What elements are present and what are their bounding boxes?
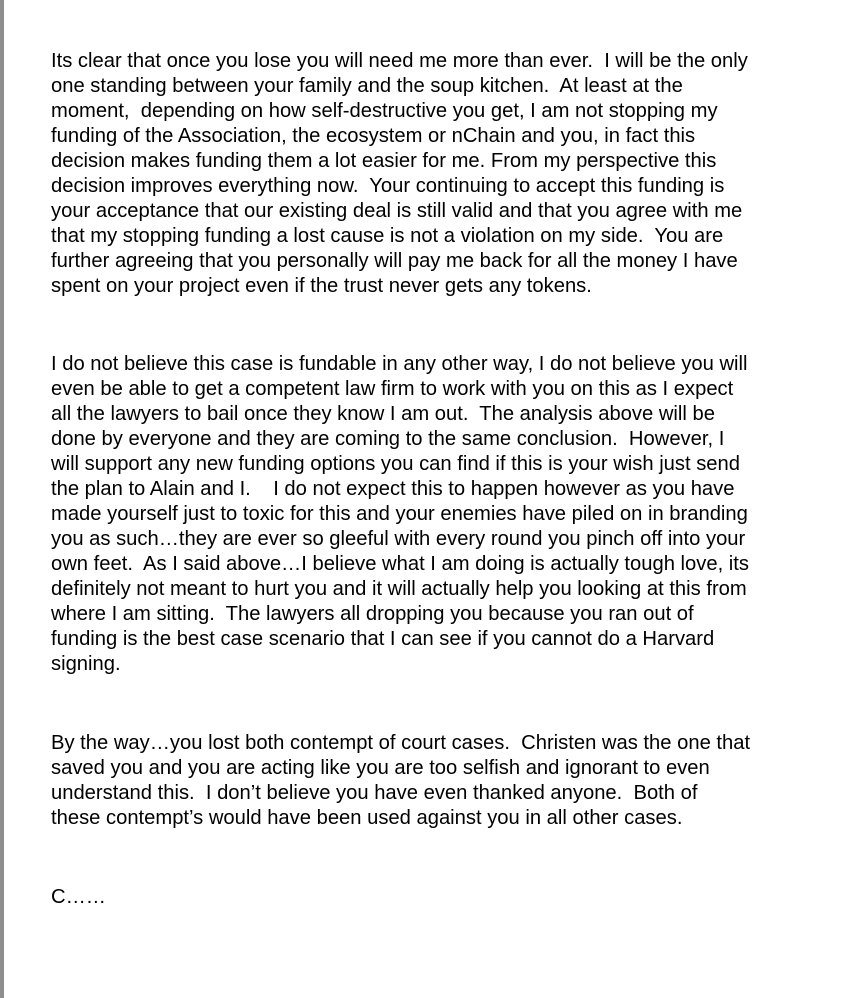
text-line: funding of the Association, the ecosystem or nChain and you, in fact this bbox=[51, 125, 696, 147]
text-line: spent on your project even if the trust never gets any tokens. bbox=[51, 275, 592, 297]
text-line: these contempt’s would have been used against you in all other cases. bbox=[51, 807, 683, 829]
text-line: Its clear that once you lose you will need me more than ever. I will be the only bbox=[51, 50, 748, 72]
text-line: the plan to Alain and I. I do not expect this to happen however as you have bbox=[51, 478, 735, 500]
signature-text: C…… bbox=[51, 886, 106, 908]
text-line: own feet. As I said above…I believe what I am doing is actually tough love, its bbox=[51, 553, 749, 575]
text-line: all the lawyers to bail once they know I am out. The analysis above will be bbox=[51, 403, 715, 425]
text-line: moment, depending on how self-destructive you get, I am not stopping my bbox=[51, 100, 718, 122]
text-line: decision improves everything now. Your continuing to accept this funding is bbox=[51, 175, 725, 197]
text-line: where I am sitting. The lawyers all dropping you because you ran out of bbox=[51, 603, 694, 625]
text-line: signing. bbox=[51, 653, 121, 675]
text-line: that my stopping funding a lost cause is not a violation on my side. You are bbox=[51, 225, 724, 247]
text-line: saved you and you are acting like you are too selfish and ignorant to even bbox=[51, 757, 710, 779]
text-line: funding is the best case scenario that I can see if you cannot do a Harvard bbox=[51, 628, 715, 650]
paragraph-2 bbox=[51, 352, 749, 677]
text-line: you as such…they are ever so gleeful with every round you pinch off into your bbox=[51, 528, 746, 550]
text-line: understand this. I don’t believe you have even thanked anyone. Both of bbox=[51, 782, 698, 804]
text-line: done by everyone and they are coming to the same conclusion. However, I bbox=[51, 428, 725, 450]
text-line: definitely not meant to hurt you and it will actually help you looking at this from bbox=[51, 578, 747, 600]
text-line: your acceptance that our existing deal is still valid and that you agree with me bbox=[51, 200, 743, 222]
text-line: By the way…you lost both contempt of court cases. Christen was the one that bbox=[51, 732, 751, 754]
text-line: will support any new funding options you can find if this is your wish just send bbox=[51, 453, 740, 475]
text-line: one standing between your family and the soup kitchen. At least at the bbox=[51, 75, 683, 97]
paragraph-1 bbox=[51, 49, 748, 299]
paragraph-3 bbox=[51, 731, 750, 831]
text-line: made yourself just to toxic for this and your enemies have piled on in branding bbox=[51, 503, 748, 525]
text-line: I do not believe this case is fundable in any other way, I do not believe you will bbox=[51, 353, 748, 375]
text-line: further agreeing that you personally will pay me back for all the money I have bbox=[51, 250, 738, 272]
signature bbox=[51, 885, 106, 910]
text-line: even be able to get a competent law firm to work with you on this as I expect bbox=[51, 378, 734, 400]
page-edge-divider bbox=[0, 0, 4, 998]
text-line: decision makes funding them a lot easier for me. From my perspective this bbox=[51, 150, 717, 172]
